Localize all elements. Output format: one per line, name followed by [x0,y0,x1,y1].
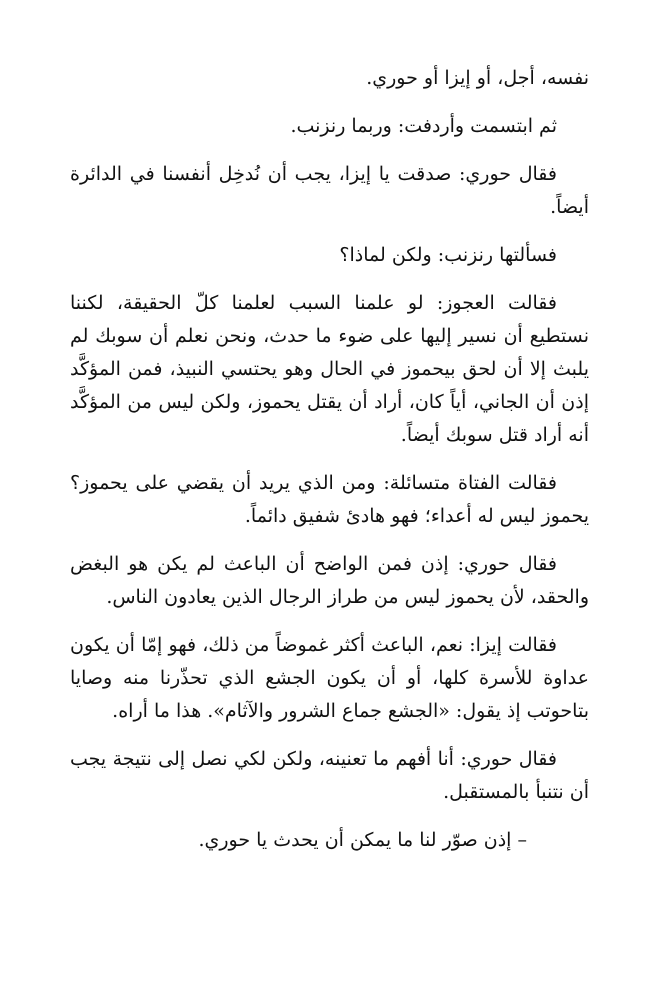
paragraph: فقال حوري: إذن فمن الواضح أن الباعث لم يكن هو البغض والحقد، لأن يحموز ليس من طراز الرجال الذين يعادون الناس. [70,553,589,608]
paragraph: فسألتها رنزنب: ولكن لماذا؟ [339,244,557,266]
dialogue-line: – إذن صوّر لنا ما يمكن أن يحدث يا حوري. [198,829,527,851]
paragraph: فقال حوري: أنا أفهم ما تعنينه، ولكن لكي نصل إلى نتيجة يجب أن نتنبأ بالمستقبل. [70,748,589,803]
paragraph: فقالت إيزا: نعم، الباعث أكثر غموضاً من ذلك، فهو إمّا أن يكون عداوة للأسرة كلها، أو أن يكون الجشع الذي تحذّرنا منه وصايا بتاحوتب إذ يقول: «الجشع جماع الشرور والآثام». هذا ما أراه. [70,634,589,722]
paragraph: فقالت العجوز: لو علمنا السبب لعلمنا كلّ الحقيقة، لكننا نستطيع أن نسير إليها على ضوء ما حدث، ونحن نعلم أن سوبك لم يلبث إلا أن لحق بيحموز في الحال وهو يحتسي النبيذ، فمن المؤكَّد إذن أن الجاني، أياً كان، أراد أن يقتل يحموز، ولكن ليس من المؤكَّد أنه أراد قتل سوبك أيضاً. [70,292,589,446]
paragraph: ثم ابتسمت وأردفت: وربما رنزنب. [290,115,557,137]
paragraph: فقالت الفتاة متسائلة: ومن الذي يريد أن يقضي على يحموز؟ يحموز ليس له أعداء؛ فهو هادئ شفيق دائماً. [70,472,589,527]
paragraph: فقال حوري: صدقت يا إيزا، يجب أن نُدخِل أنفسنا في الدائرة أيضاً. [70,163,589,218]
paragraph-continuation: نفسه، أجل، أو إيزا أو حوري. [366,67,589,89]
